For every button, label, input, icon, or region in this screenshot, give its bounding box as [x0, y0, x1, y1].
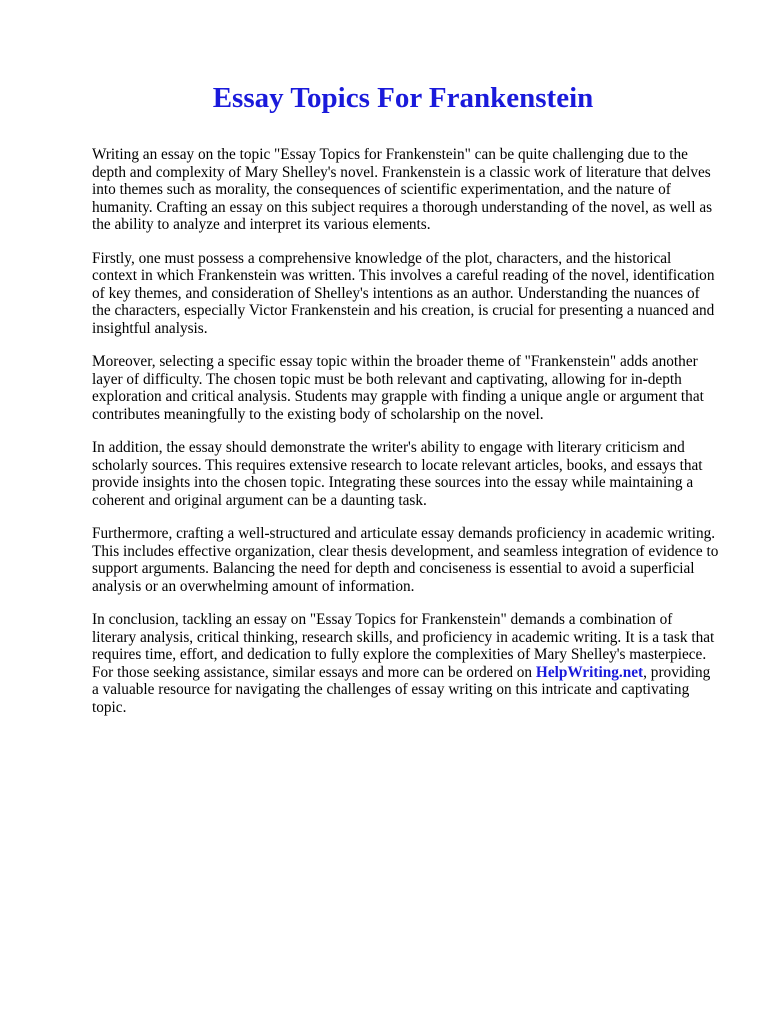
paragraph-firstly: Firstly, one must possess a comprehensive knowledge of the plot, characters, and the historical context in which Frankenstein was written. This involves a careful reading of the novel, identification of key themes, and consideration of Shelley's intentions as an author. Understanding the nuances of the characters, especially Victor Frankenstein and his creation, is crucial for presenting a nuanced and insightful analysis. [92, 249, 715, 337]
document-title: Essay Topics For Frankenstein [212, 82, 594, 114]
document-body [92, 146, 719, 716]
paragraph-furthermore: Furthermore, crafting a well-structured and articulate essay demands proficiency in academic writing. This includes effective organization, clear thesis development, and seamless integration of evidence to support arguments. Balancing the need for depth and conciseness is essential to avoid a superficial analysis or an overwhelming amount of information. [92, 525, 719, 595]
conclusion-text-after-link: , providing a valuable resource for navigating the challenges of essay writing on this intricate and captivating topic. [92, 663, 711, 716]
paragraph-in-addition: In addition, the essay should demonstrate the writer's ability to engage with literary criticism and scholarly sources. This requires extensive research to locate relevant articles, books, and essays that provide insights into the chosen topic. Integrating these sources into the essay while maintaining a coherent and original argument can be a daunting task. [92, 439, 703, 509]
paragraph-intro: Writing an essay on the topic "Essay Topics for Frankenstein" can be quite challenging due to the depth and complexity of Mary Shelley's novel. Frankenstein is a classic work of literature that delves into themes such as morality, the consequences of scientific experimentation, and the nature of humanity. Crafting an essay on this subject requires a thorough understanding of the novel, as well as the ability to analyze and interpret its various elements. [92, 146, 713, 233]
conclusion-text-before-link: In conclusion, tackling an essay on "Essay Topics for Frankenstein" demands a combination of literary analysis, critical thinking, research skills, and proficiency in academic writing. It is a task that requires time, effort, and dedication to fully explore the complexities of Mary Shelley's masterpiece. For those seeking assistance, similar essays and more can be ordered on [92, 611, 715, 681]
paragraph-moreover: Moreover, selecting a specific essay topic within the broader theme of "Frankenstein" adds another layer of difficulty. The chosen topic must be both relevant and captivating, allowing for in-depth exploration and critical analysis. Students may grapple with finding a unique angle or argument that contributes meaningfully to the existing body of scholarship on the novel. [92, 353, 704, 423]
helpwriting-link[interactable]: HelpWriting.net [535, 663, 644, 681]
paragraph-conclusion [92, 611, 720, 716]
